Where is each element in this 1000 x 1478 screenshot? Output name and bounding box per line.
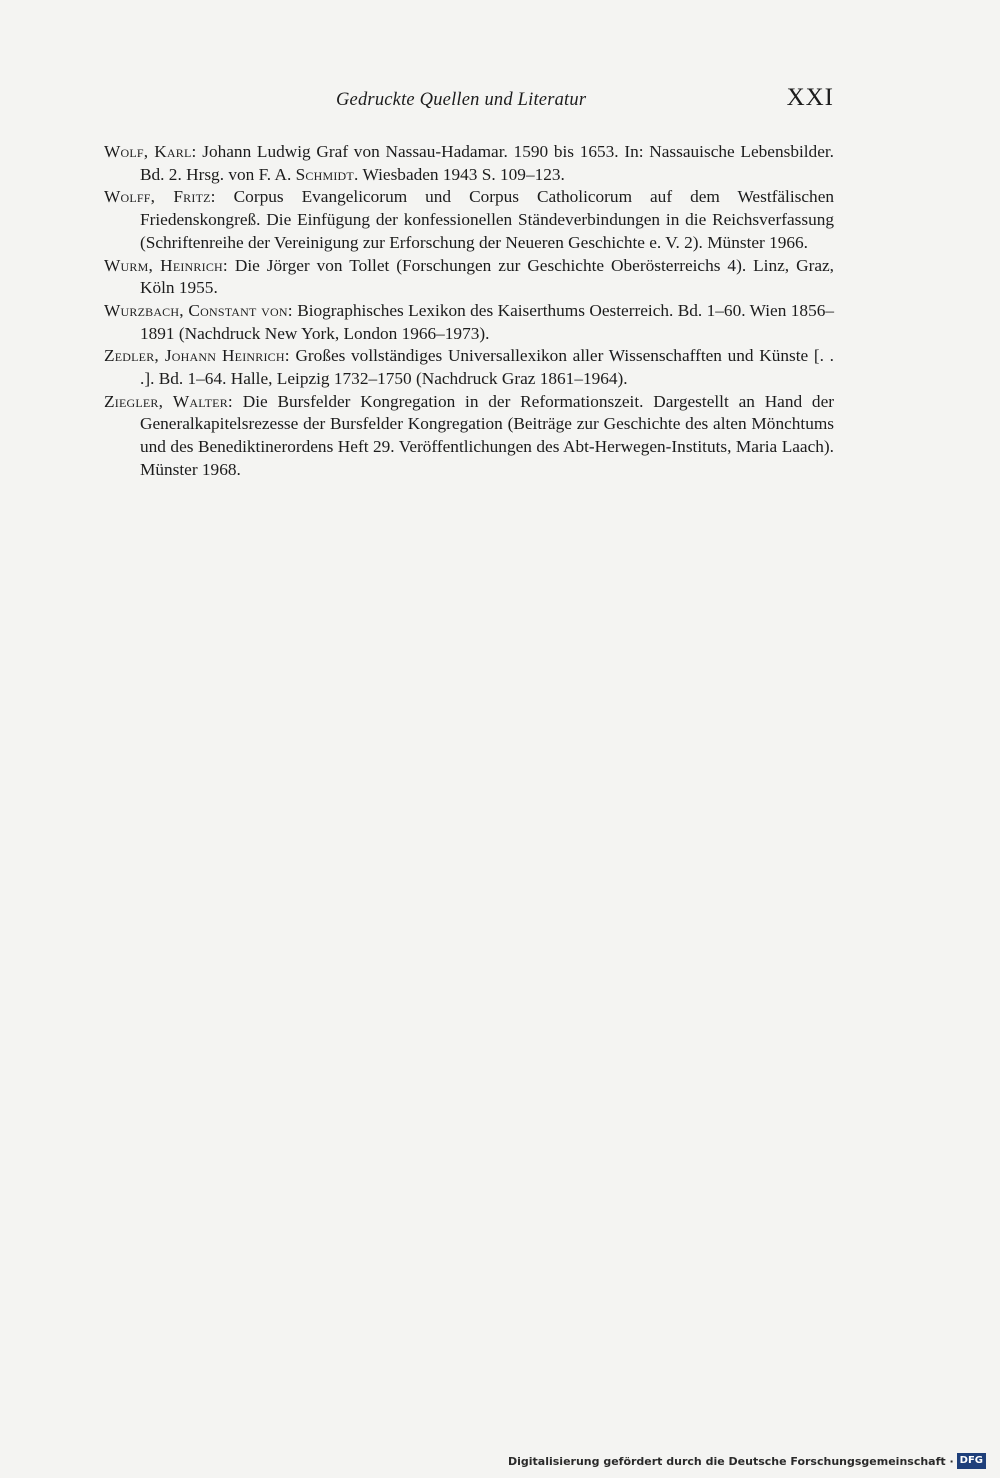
footer-credit-text: Digitalisierung gefördert durch die Deutsche Forschungsgemeinschaft · xyxy=(507,1454,954,1468)
page-number: XXI xyxy=(786,84,834,111)
entry-text: Johann Ludwig Graf von Nassau-Hadamar. 1590 bis 1653. In: Nassauische Lebensbilder. Bd. 2. Hrsg. von F. A. xyxy=(140,142,834,184)
entry-text: Großes vollständiges Universallexikon aller Wissenschafften und Künste [. . .]. Bd. 1–64. Halle, Leipzig 1732–1750 (Nachdruck Graz 1861–1964). xyxy=(140,346,834,389)
bibliography-entry xyxy=(104,186,834,254)
digitization-footer xyxy=(508,1450,986,1472)
entry-inline-name: Schmidt. xyxy=(295,164,359,184)
entry-text: Die Jörger von Tollet (Forschungen zur Geschichte Oberösterreichs 4). Linz, Graz, Köln 1955. xyxy=(140,255,834,298)
bibliography-entry xyxy=(104,391,834,482)
entry-author: Wurm, Heinrich: xyxy=(104,255,228,275)
bibliography-entry xyxy=(104,300,834,345)
entry-text: Corpus Evangelicorum und Corpus Catholicorum auf dem Westfälischen Friedenskongreß. Die Einfügung der konfessionellen Ständeverbindungen in die Reichsverfassung (Schriftenreihe der Vereinigung zur Erforschung der Neueren Geschichte e. V. 2). Münster 1966. xyxy=(140,187,835,252)
entry-text: Die Bursfelder Kongregation in der Reformationszeit. Dargestellt an Hand der Generalkapitelsrezesse der Bursfelder Kongregation (Beiträge zur Geschichte des alten Mönchtums und des Benediktinerordens Heft 29. Veröffentlichungen des Abt-Herwegen-Instituts, Maria Laach). Münster 1968. xyxy=(140,391,834,479)
entry-author: Ziegler, Walter: xyxy=(104,391,233,411)
entry-text: Biographisches Lexikon des Kaiserthums Oesterreich. Bd. 1–60. Wien 1856–1891 (Nachdruck New York, London 1966–1973). xyxy=(140,300,834,343)
running-head: Gedruckte Quellen und Literatur xyxy=(336,90,587,110)
bibliography-entry xyxy=(104,255,834,300)
bibliography-entry xyxy=(104,141,834,186)
bibliography-entry xyxy=(104,345,834,390)
entry-author: Wolf, Karl: xyxy=(104,142,197,161)
entry-author: Wurzbach, Constant von: xyxy=(104,300,293,320)
dfg-logo: DFG xyxy=(957,1453,986,1469)
entry-text-continued: Wiesbaden 1943 S. 109–123. xyxy=(358,164,565,184)
bibliography-list xyxy=(104,141,834,482)
entry-author: Wolff, Fritz: xyxy=(104,187,216,207)
entry-author: Zedler, Johann Heinrich: xyxy=(104,346,290,366)
page-header xyxy=(104,84,834,118)
